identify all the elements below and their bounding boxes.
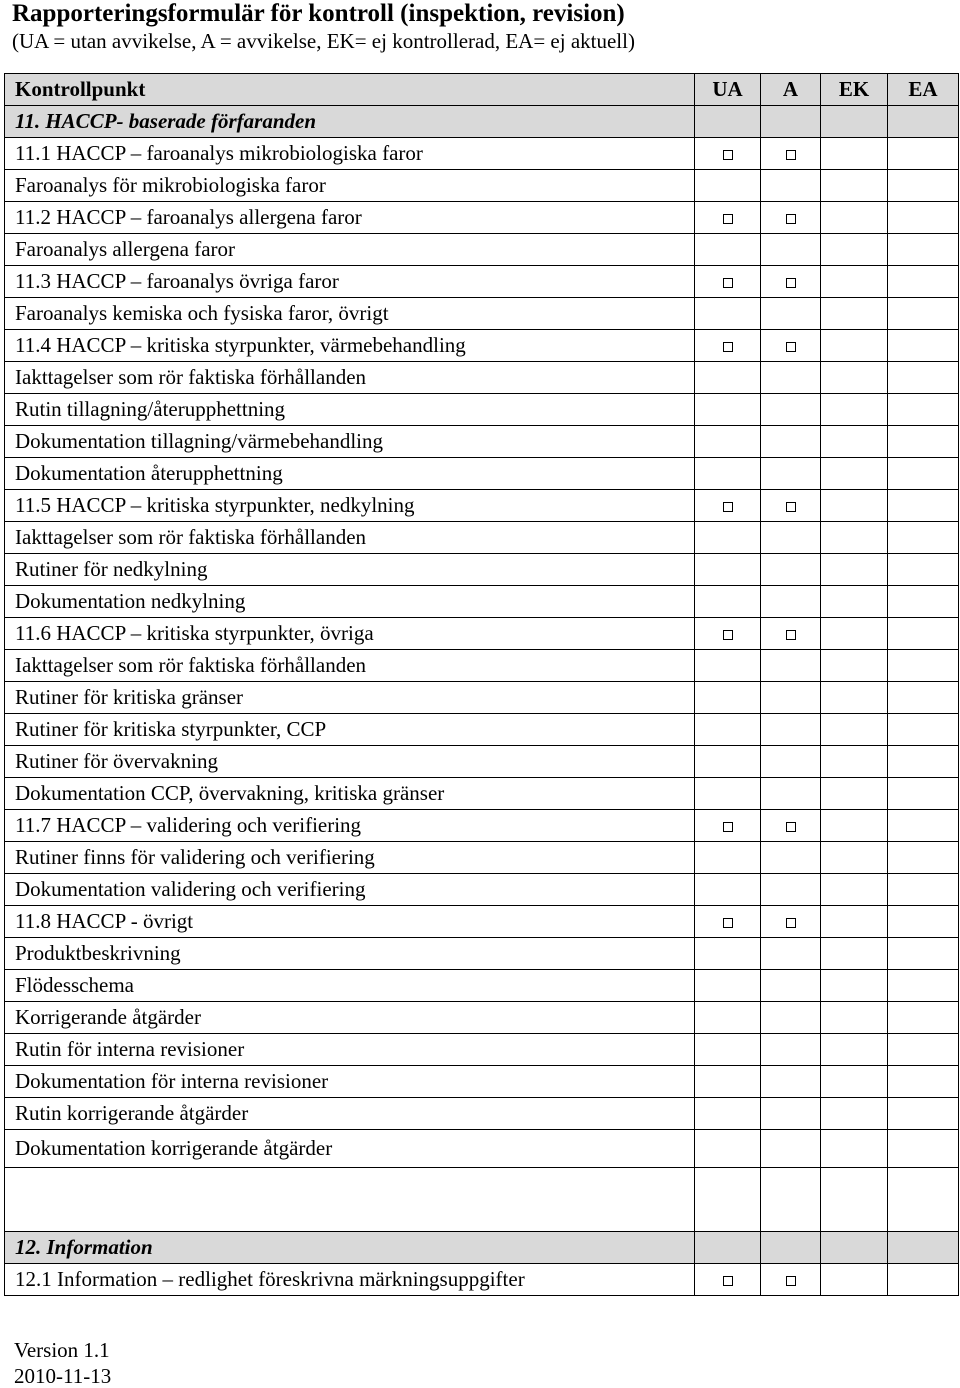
cell-ua [695, 682, 761, 714]
cell-ua [695, 1264, 761, 1296]
table-row [5, 650, 959, 682]
cell-a [761, 1232, 821, 1264]
cell-ea [888, 426, 959, 458]
table-row [5, 522, 959, 554]
cell-ek [821, 714, 888, 746]
cell-ua [695, 1130, 761, 1168]
cell-ua [695, 426, 761, 458]
cell-a [761, 746, 821, 778]
cell-a [761, 1002, 821, 1034]
section-row [5, 1232, 959, 1264]
table-row [5, 874, 959, 906]
cell-ua [695, 138, 761, 170]
cell-ek [821, 298, 888, 330]
cell-ea [888, 778, 959, 810]
cell-ek [821, 618, 888, 650]
cell-a [761, 1034, 821, 1066]
table-row [5, 490, 959, 522]
cell-ea [888, 330, 959, 362]
control-form-table [4, 73, 959, 1296]
cell-a [761, 1168, 821, 1232]
checkbox-a[interactable] [786, 1276, 796, 1286]
cell-a [761, 426, 821, 458]
checkbox-ua[interactable] [723, 822, 733, 832]
cell-ek [821, 746, 888, 778]
cell-ua [695, 970, 761, 1002]
cell-ua [695, 266, 761, 298]
checkpoint-label: Rutin tillagning/återupphettning [5, 394, 695, 426]
cell-ua [695, 106, 761, 138]
cell-ek [821, 1034, 888, 1066]
cell-ua [695, 586, 761, 618]
cell-ua [695, 394, 761, 426]
cell-ea [888, 1168, 959, 1232]
table-row [5, 842, 959, 874]
cell-a [761, 1264, 821, 1296]
checkpoint-label: 11.1 HACCP – faroanalys mikrobiologiska faror [5, 138, 695, 170]
cell-a [761, 490, 821, 522]
section-row [5, 106, 959, 138]
cell-ea [888, 394, 959, 426]
cell-a [761, 1098, 821, 1130]
cell-ek [821, 1066, 888, 1098]
cell-a [761, 138, 821, 170]
cell-ua [695, 1232, 761, 1264]
checkbox-a[interactable] [786, 278, 796, 288]
cell-ea [888, 842, 959, 874]
checkpoint-label: 11.3 HACCP – faroanalys övriga faror [5, 266, 695, 298]
table-row [5, 682, 959, 714]
checkpoint-label: Rutiner för övervakning [5, 746, 695, 778]
cell-ek [821, 1168, 888, 1232]
cell-ek [821, 394, 888, 426]
table-row [5, 1034, 959, 1066]
section-title: 11. HACCP- baserade förfaranden [5, 106, 695, 138]
cell-a [761, 106, 821, 138]
cell-ek [821, 874, 888, 906]
section-title: 12. Information [5, 1232, 695, 1264]
cell-a [761, 234, 821, 266]
checkpoint-label: 11.8 HACCP - övrigt [5, 906, 695, 938]
cell-ea [888, 202, 959, 234]
checkbox-a[interactable] [786, 150, 796, 160]
cell-ua [695, 202, 761, 234]
cell-a [761, 1130, 821, 1168]
checkpoint-label: 12.1 Information – redlighet föreskrivna märkningsuppgifter [5, 1264, 695, 1296]
cell-ek [821, 1098, 888, 1130]
checkbox-a[interactable] [786, 918, 796, 928]
table-row [5, 1066, 959, 1098]
checkbox-a[interactable] [786, 214, 796, 224]
column-header-ek: EK [821, 74, 888, 106]
cell-a [761, 970, 821, 1002]
table-row [5, 426, 959, 458]
cell-ea [888, 906, 959, 938]
table-row [5, 266, 959, 298]
cell-ea [888, 1264, 959, 1296]
checkbox-ua[interactable] [723, 342, 733, 352]
cell-ea [888, 490, 959, 522]
column-header-a: A [761, 74, 821, 106]
table-row [5, 234, 959, 266]
cell-ea [888, 138, 959, 170]
cell-ek [821, 426, 888, 458]
cell-ua [695, 1098, 761, 1130]
cell-a [761, 842, 821, 874]
checkbox-a[interactable] [786, 630, 796, 640]
checkpoint-label: Iakttagelser som rör faktiska förhållanden [5, 650, 695, 682]
cell-ea [888, 234, 959, 266]
cell-ek [821, 234, 888, 266]
cell-ea [888, 106, 959, 138]
table-row [5, 1264, 959, 1296]
column-header-ua: UA [695, 74, 761, 106]
cell-ua [695, 874, 761, 906]
checkbox-ua[interactable] [723, 630, 733, 640]
cell-ea [888, 586, 959, 618]
checkbox-ua[interactable] [723, 1276, 733, 1286]
cell-a [761, 458, 821, 490]
cell-ua [695, 490, 761, 522]
checkbox-a[interactable] [786, 822, 796, 832]
checkpoint-label: Faroanalys kemiska och fysiska faror, övrigt [5, 298, 695, 330]
cell-a [761, 618, 821, 650]
cell-ek [821, 490, 888, 522]
table-row [5, 298, 959, 330]
cell-ua [695, 842, 761, 874]
cell-ea [888, 938, 959, 970]
cell-a [761, 938, 821, 970]
checkpoint-label: Rutin korrigerande åtgärder [5, 1098, 695, 1130]
checkpoint-label: 11.5 HACCP – kritiska styrpunkter, nedkylning [5, 490, 695, 522]
cell-ea [888, 1130, 959, 1168]
cell-a [761, 266, 821, 298]
cell-ek [821, 522, 888, 554]
checkpoint-label: Dokumentation korrigerande åtgärder [5, 1130, 695, 1168]
table-row [5, 202, 959, 234]
cell-a [761, 170, 821, 202]
checkpoint-label: Rutiner för nedkylning [5, 554, 695, 586]
checkpoint-label: Dokumentation validering och verifiering [5, 874, 695, 906]
table-row [5, 586, 959, 618]
page-title: Rapporteringsformulär för kontroll (inspektion, revision) [12, 0, 625, 27]
checkbox-ua[interactable] [723, 278, 733, 288]
cell-ua [695, 234, 761, 266]
cell-a [761, 554, 821, 586]
table-row [5, 810, 959, 842]
checkpoint-label: Dokumentation tillagning/värmebehandling [5, 426, 695, 458]
checkpoint-label: Korrigerande åtgärder [5, 1002, 695, 1034]
table-row [5, 618, 959, 650]
cell-ek [821, 1002, 888, 1034]
cell-ea [888, 1232, 959, 1264]
checkbox-ua[interactable] [723, 918, 733, 928]
table-row [5, 714, 959, 746]
cell-ua [695, 1034, 761, 1066]
column-header-kontrollpunkt: Kontrollpunkt [5, 74, 695, 106]
cell-ek [821, 778, 888, 810]
date-label: 2010-11-13 [14, 1364, 112, 1388]
checkpoint-label: Flödesschema [5, 970, 695, 1002]
cell-ek [821, 330, 888, 362]
table-row [5, 330, 959, 362]
table-row [5, 938, 959, 970]
cell-a [761, 778, 821, 810]
checkpoint-label: 11.4 HACCP – kritiska styrpunkter, värmebehandling [5, 330, 695, 362]
cell-ua [695, 746, 761, 778]
cell-ua [695, 298, 761, 330]
checkpoint-label: 11.7 HACCP – validering och verifiering [5, 810, 695, 842]
cell-ea [888, 1034, 959, 1066]
checkpoint-label: Dokumentation CCP, övervakning, kritiska gränser [5, 778, 695, 810]
checkbox-a[interactable] [786, 342, 796, 352]
cell-ek [821, 362, 888, 394]
cell-ek [821, 170, 888, 202]
checkbox-a[interactable] [786, 502, 796, 512]
cell-ek [821, 1232, 888, 1264]
table-row [5, 746, 959, 778]
cell-a [761, 586, 821, 618]
cell-ua [695, 906, 761, 938]
checkbox-ua[interactable] [723, 150, 733, 160]
cell-ua [695, 778, 761, 810]
cell-ek [821, 586, 888, 618]
cell-ea [888, 810, 959, 842]
cell-ua [695, 650, 761, 682]
checkpoint-label: Rutiner för kritiska gränser [5, 682, 695, 714]
cell-ua [695, 1002, 761, 1034]
cell-a [761, 522, 821, 554]
cell-ea [888, 874, 959, 906]
cell-ek [821, 842, 888, 874]
cell-a [761, 330, 821, 362]
checkpoint-label: Faroanalys allergena faror [5, 234, 695, 266]
checkpoint-label: Faroanalys för mikrobiologiska faror [5, 170, 695, 202]
cell-ek [821, 138, 888, 170]
cell-ek [821, 1130, 888, 1168]
table-header-row [5, 74, 959, 106]
cell-ea [888, 266, 959, 298]
table-row [5, 138, 959, 170]
cell-a [761, 298, 821, 330]
cell-a [761, 650, 821, 682]
checkpoint-label: Rutiner för kritiska styrpunkter, CCP [5, 714, 695, 746]
cell-a [761, 906, 821, 938]
cell-ek [821, 106, 888, 138]
page-subtitle: (UA = utan avvikelse, A = avvikelse, EK= ej kontrollerad, EA= ej aktuell) [12, 29, 635, 53]
table-row [5, 362, 959, 394]
cell-ek [821, 202, 888, 234]
cell-ek [821, 650, 888, 682]
cell-ea [888, 618, 959, 650]
cell-ek [821, 458, 888, 490]
cell-a [761, 394, 821, 426]
cell-ua [695, 938, 761, 970]
table-row [5, 1002, 959, 1034]
table-row [5, 778, 959, 810]
table-row [5, 458, 959, 490]
cell-ea [888, 362, 959, 394]
cell-ek [821, 1264, 888, 1296]
checkpoint-label: Rutin för interna revisioner [5, 1034, 695, 1066]
cell-ua [695, 458, 761, 490]
cell-a [761, 1066, 821, 1098]
checkpoint-label: Iakttagelser som rör faktiska förhållanden [5, 362, 695, 394]
column-header-ea: EA [888, 74, 959, 106]
cell-ea [888, 746, 959, 778]
cell-ea [888, 714, 959, 746]
cell-ek [821, 938, 888, 970]
cell-ea [888, 1002, 959, 1034]
checkpoint-label: 11.6 HACCP – kritiska styrpunkter, övriga [5, 618, 695, 650]
cell-ea [888, 970, 959, 1002]
checkbox-ua[interactable] [723, 502, 733, 512]
cell-a [761, 810, 821, 842]
checkpoint-label [5, 1168, 695, 1232]
cell-a [761, 202, 821, 234]
checkpoint-label: 11.2 HACCP – faroanalys allergena faror [5, 202, 695, 234]
cell-a [761, 874, 821, 906]
cell-ua [695, 618, 761, 650]
checkpoint-label: Rutiner finns för validering och verifiering [5, 842, 695, 874]
cell-ea [888, 1066, 959, 1098]
cell-ea [888, 298, 959, 330]
table-row [5, 1098, 959, 1130]
cell-ek [821, 810, 888, 842]
cell-a [761, 714, 821, 746]
cell-ea [888, 682, 959, 714]
table-row [5, 170, 959, 202]
cell-ea [888, 522, 959, 554]
cell-ea [888, 458, 959, 490]
cell-ea [888, 170, 959, 202]
cell-ea [888, 554, 959, 586]
table-row [5, 1168, 959, 1232]
cell-ea [888, 650, 959, 682]
table-row [5, 906, 959, 938]
checkpoint-label: Dokumentation nedkylning [5, 586, 695, 618]
checkpoint-label: Dokumentation återupphettning [5, 458, 695, 490]
table-row [5, 970, 959, 1002]
cell-ek [821, 970, 888, 1002]
cell-a [761, 682, 821, 714]
cell-a [761, 362, 821, 394]
version-label: Version 1.1 [14, 1338, 110, 1362]
table-row [5, 1130, 959, 1168]
cell-ua [695, 810, 761, 842]
cell-ua [695, 362, 761, 394]
cell-ua [695, 330, 761, 362]
cell-ek [821, 682, 888, 714]
cell-ek [821, 266, 888, 298]
checkpoint-label: Iakttagelser som rör faktiska förhållanden [5, 522, 695, 554]
cell-ua [695, 522, 761, 554]
checkpoint-label: Dokumentation för interna revisioner [5, 1066, 695, 1098]
checkpoint-label: Produktbeskrivning [5, 938, 695, 970]
cell-ua [695, 714, 761, 746]
cell-ua [695, 170, 761, 202]
table-row [5, 554, 959, 586]
cell-ua [695, 1168, 761, 1232]
cell-ua [695, 1066, 761, 1098]
cell-ek [821, 554, 888, 586]
cell-ek [821, 906, 888, 938]
checkbox-ua[interactable] [723, 214, 733, 224]
table-row [5, 394, 959, 426]
cell-ea [888, 1098, 959, 1130]
cell-ua [695, 554, 761, 586]
